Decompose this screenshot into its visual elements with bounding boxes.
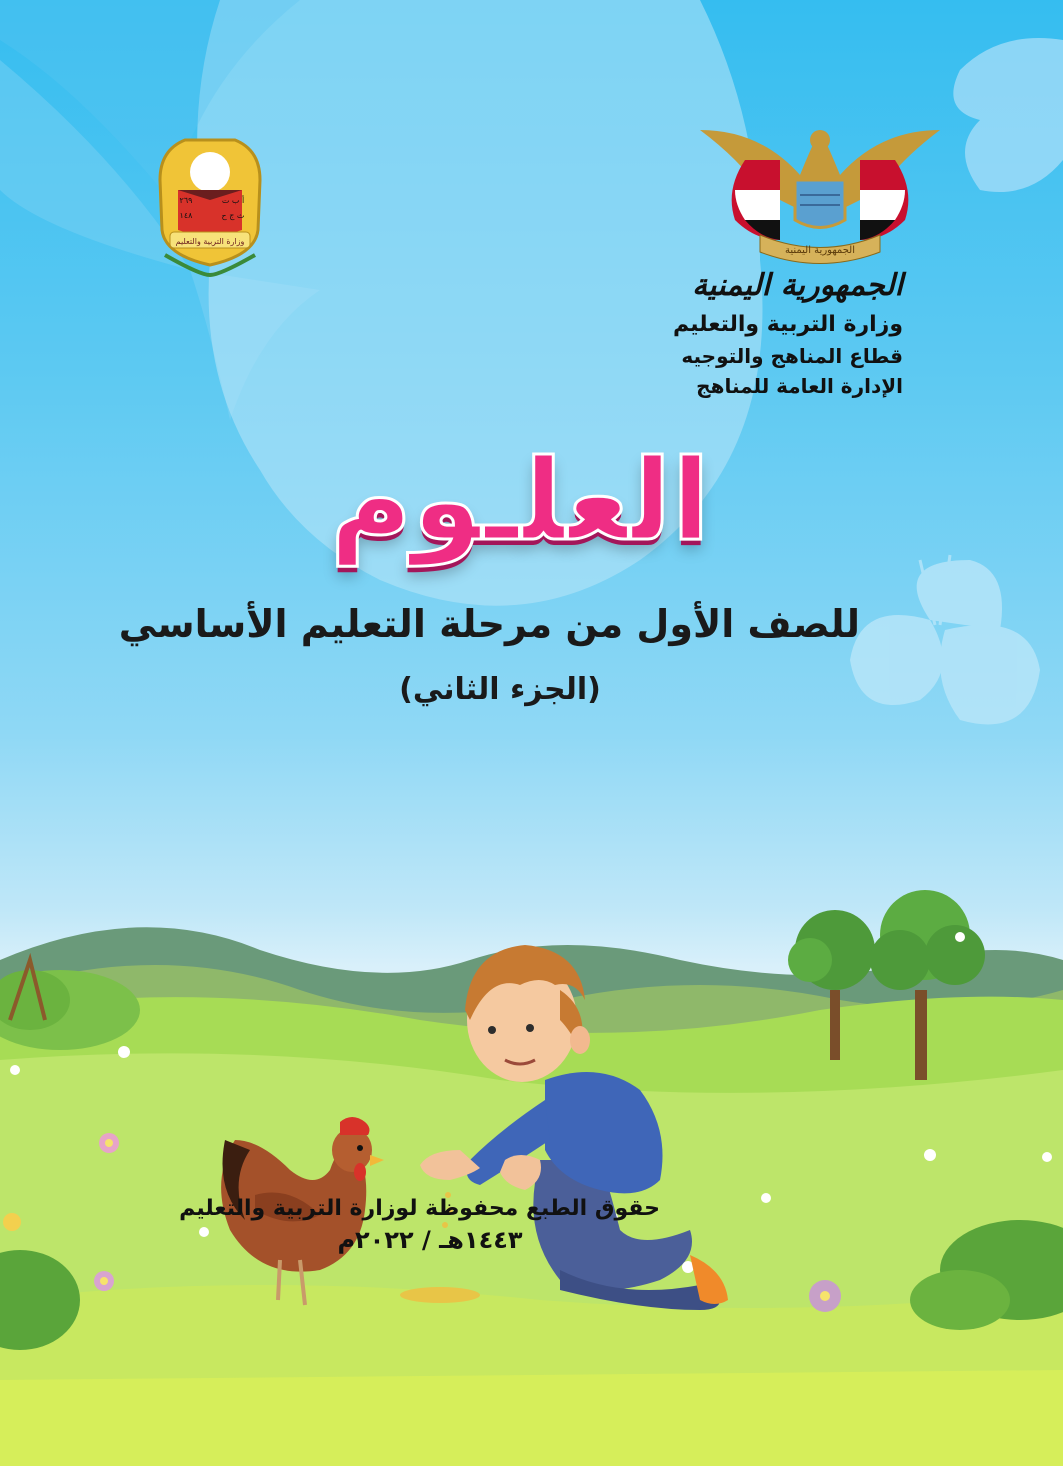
svg-text:وزارة التربية والتعليم: وزارة التربية والتعليم (175, 237, 245, 246)
bottom-grass (0, 1370, 1063, 1466)
copyright-notice: حقوق الطبع محفوظة لوزارة التربية والتعليم (179, 1196, 660, 1221)
svg-text:١٤٨: ١٤٨ (179, 211, 193, 220)
book-title: العلـوم (330, 436, 710, 566)
curriculum-sector: قطاع المناهج والتوجيه (681, 344, 903, 368)
svg-text:الجمهورية اليمنية: الجمهورية اليمنية (784, 245, 856, 256)
butterfly-top-right-icon (953, 38, 1063, 192)
svg-text:ث ج ح: ث ج ح (221, 211, 245, 220)
ministry-name: وزارة التربية والتعليم (673, 312, 903, 337)
book-part: (الجزء الثاني) (399, 672, 601, 707)
svg-text:٢٦٩: ٢٦٩ (179, 196, 193, 205)
book-subtitle: للصف الأول من مرحلة التعليم الأساسي (118, 602, 860, 646)
curriculum-directorate: الإدارة العامة للمناهج (696, 374, 903, 398)
svg-text:أ ب ت: أ ب ت (221, 196, 245, 205)
republic-name: الجمهورية اليمنية (692, 268, 903, 303)
publication-date: ١٤٤٣هـ / ٢٠٢٢م (337, 1226, 523, 1254)
butterfly-right-icon (850, 555, 1040, 724)
